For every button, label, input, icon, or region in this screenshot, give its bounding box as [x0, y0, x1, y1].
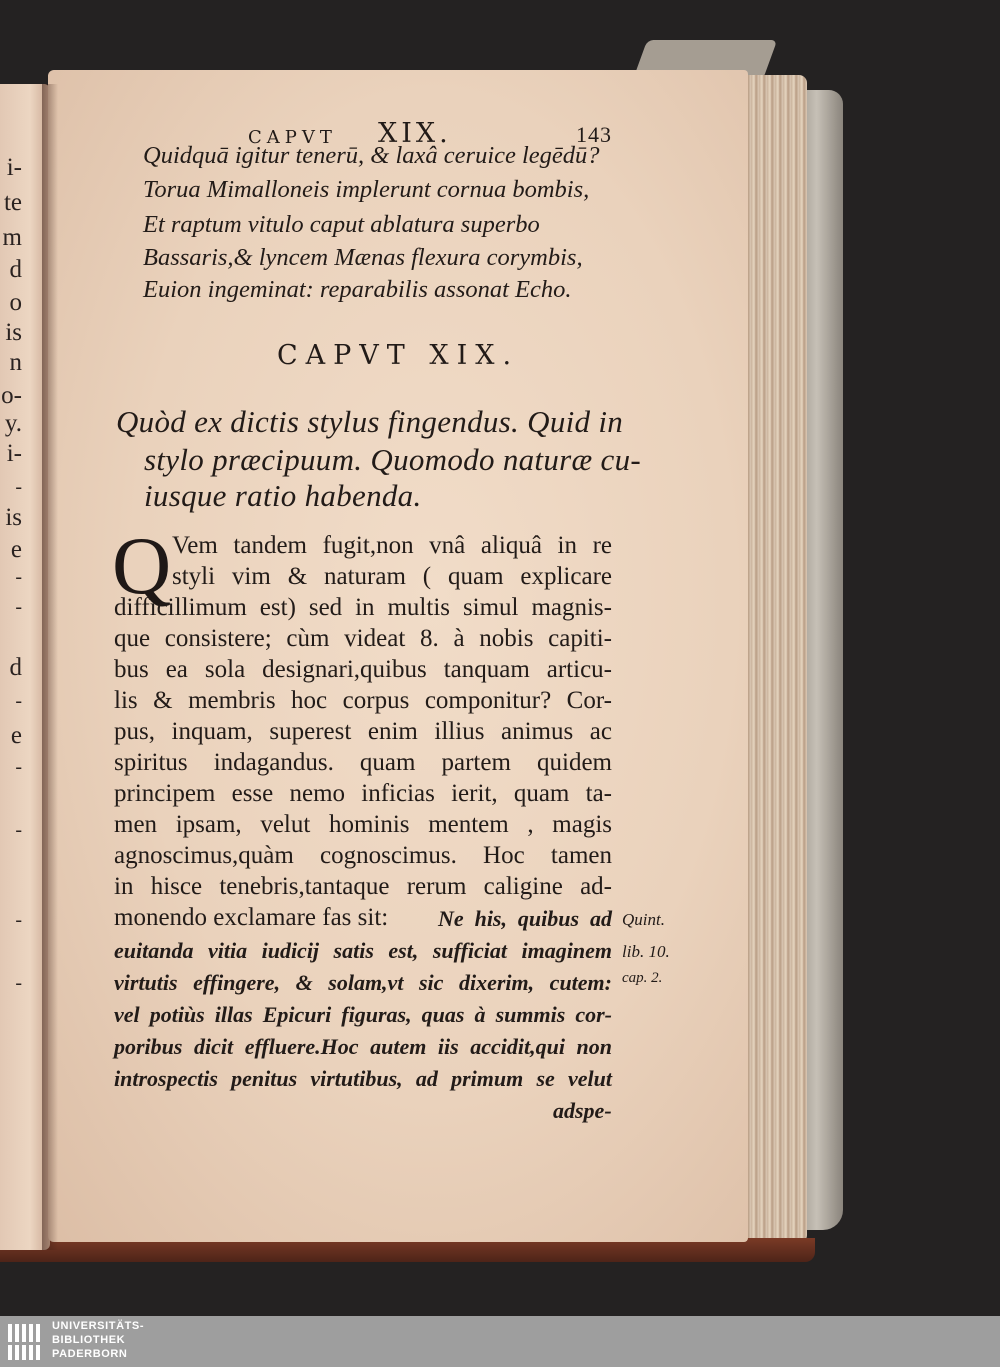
left-fragment: e — [10, 536, 22, 563]
verse-line: Torua Mimalloneis implerunt cornua bombis, — [143, 176, 590, 203]
left-fragment: is — [5, 319, 22, 346]
catchword: adspe- — [553, 1098, 612, 1123]
left-fragment: - — [15, 596, 22, 618]
verse-line: Et raptum vitulo caput ablatura superbo — [143, 211, 540, 238]
body-line: difficillimum est) sed in multis simul magnis- — [114, 594, 612, 621]
left-fragment: is — [5, 504, 22, 531]
left-fragment: - — [15, 972, 22, 994]
left-fragment: o — [9, 289, 22, 316]
library-name-line: BIBLIOTHEK — [52, 1334, 126, 1346]
body-line: Vem tandem fugit,non vnâ aliquâ in re — [172, 532, 612, 559]
body-line: styli vim & naturam ( quam explicare — [172, 563, 612, 590]
italic-line: poribus dicit effluere.Hoc autem iis accidit,qui non — [114, 1034, 612, 1059]
verse-line: Euion ingeminat: reparabilis assonat Echo. — [143, 276, 572, 303]
left-fragment: i- — [6, 440, 22, 467]
body-line: lis & membris hoc corpus componitur? Cor- — [114, 687, 612, 714]
left-fragment: d — [9, 654, 22, 681]
body-line: men ipsam, velut hominis mentem , magis — [114, 811, 612, 838]
running-head-chapter-number: XIX. — [378, 118, 452, 149]
left-fragment: e — [10, 722, 22, 749]
body-line: que consistere; cùm videat 8. à nobis capiti- — [114, 625, 612, 652]
body-line-roman: monendo exclamare fas sit: — [114, 904, 389, 931]
library-name — [52, 1319, 144, 1361]
drop-cap: Q — [112, 520, 172, 611]
left-fragment: - — [15, 756, 22, 778]
chapter-summary-line: stylo præcipuum. Quomodo naturæ cu- — [144, 442, 642, 477]
left-fragment: - — [15, 909, 22, 931]
left-fragment: - — [15, 566, 22, 588]
body-line-italic: Ne his, quibus ad — [438, 906, 612, 931]
left-fragment: o- — [1, 382, 22, 409]
left-fragment: - — [15, 690, 22, 712]
verse-line: Quidquā igitur tenerū, & laxâ ceruice legēdū? — [143, 142, 600, 169]
left-fragment: d — [9, 256, 22, 283]
left-fragment: te — [3, 189, 22, 216]
library-footer — [0, 1316, 1000, 1367]
chapter-title: CAPVT XIX. — [276, 340, 520, 371]
marginal-note: lib. 10. — [622, 942, 670, 961]
body-line: agnoscimus,quàm cognoscimus. Hoc tamen — [114, 842, 612, 869]
italic-line: introspectis penitus virtutibus, ad primum se velut — [114, 1066, 612, 1091]
marginal-note: cap. 2. — [622, 970, 663, 986]
body-line: bus ea sola designari,quibus tanquam articu- — [114, 656, 612, 683]
library-name-line: PADERBORN — [52, 1348, 128, 1360]
left-fragment: m — [2, 224, 22, 251]
library-name-line: UNIVERSITÄTS- — [52, 1320, 145, 1332]
chapter-summary-line: Quòd ex dictis stylus fingendus. Quid in — [116, 404, 624, 439]
gutter-shadow — [42, 84, 58, 1250]
left-fragment: n — [9, 349, 22, 376]
left-fragment: - — [15, 819, 22, 841]
left-fragment: i- — [6, 154, 22, 181]
chapter-summary-line: iusque ratio habenda. — [144, 478, 422, 513]
library-logo-icon — [6, 1322, 44, 1362]
italic-line: vel potiùs illas Epicuri figuras, quas à summis cor- — [114, 1002, 612, 1027]
body-line: principem esse nemo inficias ierit, quam ta- — [114, 780, 612, 807]
body-line: in hisce tenebris,tantaque rerum caligine ad- — [114, 873, 612, 900]
left-fragment: - — [15, 476, 22, 498]
italic-line: virtutis effingere, & solam,vt sic dixerim, cutem: — [114, 970, 612, 995]
page-number: 143 — [576, 122, 612, 147]
body-line: spiritus indagandus. quam partem quidem — [114, 749, 612, 776]
book-page — [48, 70, 748, 1242]
marginal-note: Quint. — [622, 910, 665, 929]
running-head-caput: CAPVT — [248, 127, 337, 148]
italic-line: euitanda vitia iudicij satis est, sufficiat imaginem — [114, 938, 612, 963]
verse-line: Bassaris,& lyncem Mænas flexura corymbis, — [143, 244, 583, 271]
left-fragment: y. — [4, 410, 22, 437]
body-line: pus, inquam, superest enim illius animus ac — [114, 718, 612, 745]
